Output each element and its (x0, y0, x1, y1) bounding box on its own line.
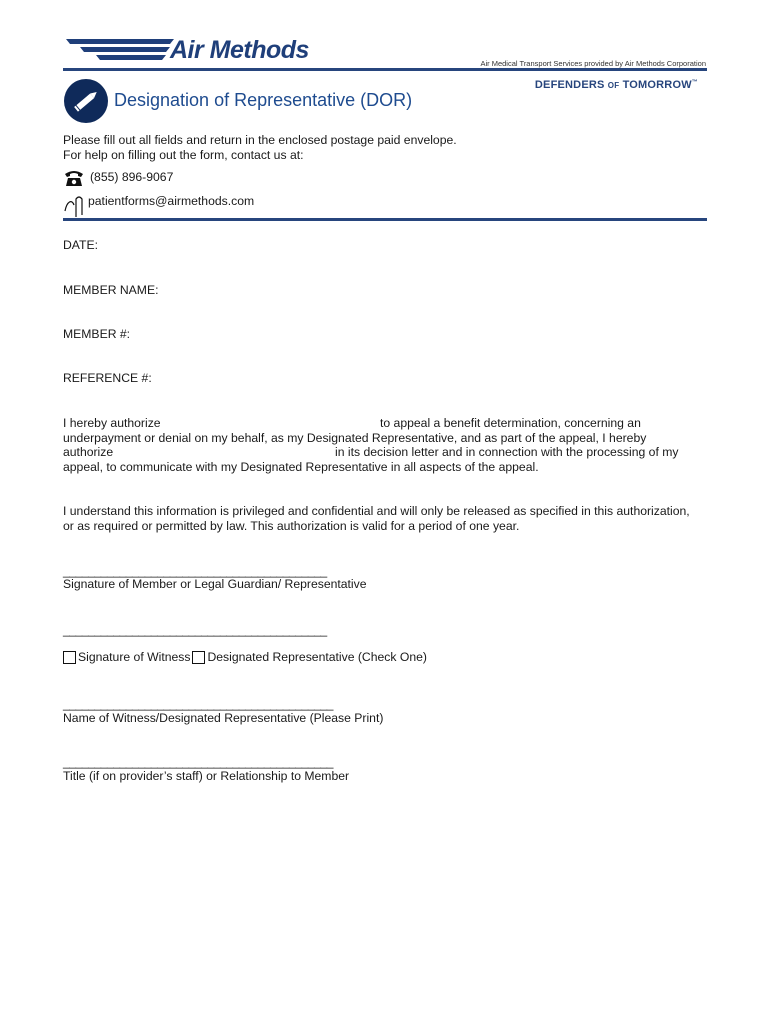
header-divider (63, 68, 707, 71)
privacy-paragraph: I understand this information is privileged and confidential and will only be released as specified in this authorization, or as required or permitted by law. This authorization is valid for a period of one year. (63, 504, 690, 533)
reference-number-label: REFERENCE #: (63, 371, 152, 385)
form-title: Designation of Representative (DOR) (114, 90, 413, 110)
wing-stripes-icon (66, 37, 176, 67)
title-relationship-line[interactable]: ___________________________________________ (63, 755, 333, 769)
member-signature-label: Signature of Member or Legal Guardian/ Representative (63, 577, 367, 591)
printed-name-label: Name of Witness/Designated Representative (Please Print) (63, 711, 384, 725)
slogan: DEFENDERS OF TOMORROW™ (534, 79, 698, 91)
section-divider (63, 218, 707, 221)
email-address[interactable]: patientforms@airmethods.com (88, 194, 255, 208)
member-name-label: MEMBER NAME: (63, 283, 159, 297)
printed-name-line[interactable]: ___________________________________________ (63, 697, 333, 711)
authorization-paragraph: I hereby authorize to appeal a benefit determination, concerning an underpayment or denial on my behalf, as my Designated Representative, and as part of the appeal, I hereby authorize in its decision letter and in connection with the processing of my appeal, to communicate with my Designated Representative in all aspects of the appeal. (63, 416, 679, 474)
pencil-icon (64, 79, 108, 123)
title-relationship-label: Title (if on provider’s staff) or Relationship to Member (63, 769, 350, 783)
witness-checkbox-label: Signature of Witness (78, 650, 191, 664)
signer-type-row (63, 650, 427, 664)
date-field-label: DATE: (63, 238, 98, 252)
tagline: Air Medical Transport Services provided by Air Methods Corporation (480, 59, 706, 68)
instructions: Please fill out all fields and return in the enclosed postage paid envelope. For help on filling out the form, contact us at: (63, 133, 457, 162)
phone-number[interactable]: (855) 896-9067 (90, 170, 174, 184)
member-number-label: MEMBER #: (63, 327, 131, 341)
brand-name: Air Methods (170, 36, 309, 64)
designated-representative-label: Designated Representative (Check One) (207, 650, 427, 664)
witness-checkbox[interactable] (63, 651, 76, 664)
telephone-icon (63, 167, 85, 189)
witness-signature-line[interactable]: __________________________________________ (63, 623, 327, 637)
air-methods-logo (66, 37, 336, 67)
paperclip-icon (63, 193, 87, 219)
member-signature-line[interactable]: __________________________________________ (63, 564, 327, 578)
designated-representative-checkbox[interactable] (192, 651, 205, 664)
